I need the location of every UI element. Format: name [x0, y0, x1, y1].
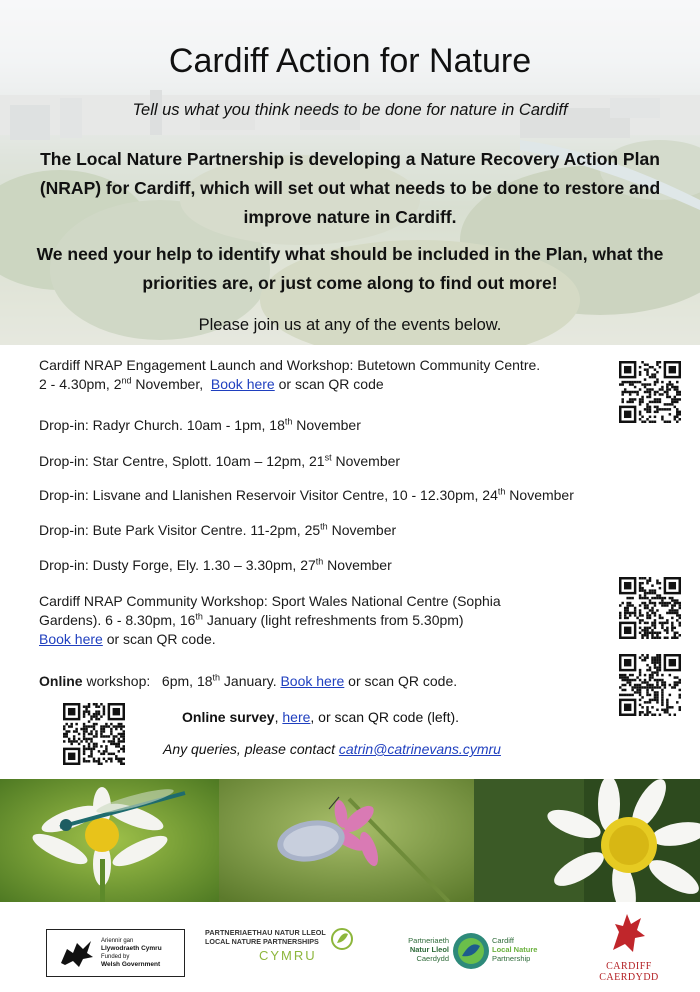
qr-code-survey[interactable]: [63, 703, 125, 765]
butterfly-photo: [219, 779, 474, 902]
online-book-link[interactable]: Book here: [280, 673, 345, 689]
nature-photo-strip: [0, 779, 700, 902]
event-launch-title: Cardiff NRAP Engagement Launch and Workshop: Butetown Community Centre.: [39, 357, 541, 373]
tagline: Tell us what you think needs to be done for nature in Cardiff: [132, 101, 568, 119]
queries-contact: Any queries, please contact catrin@catrinevans.cymru: [163, 741, 501, 757]
intro-paragraph: The Local Nature Partnership is developing a Nature Recovery Action Plan (NRAP) for Cardiff, which will set out what needs to be done to restore and improve nature in Cardiff.: [39, 149, 661, 227]
cardiff-local-nature-partnership-logo: Partneriaeth Natur Lleol Caerdydd Cardiff Local Nature Partnership: [391, 928, 561, 976]
event-community-workshop: Cardiff NRAP Community Workshop: Sport Wales National Centre (Sophia Gardens). 6 - 8.30pm, 16th January (light refreshments from 5.30pm) Book here or scan QR code.: [39, 593, 501, 647]
event-launch: [39, 356, 540, 394]
local-nature-partnerships-cymru-logo: PARTNERIAETHAU NATUR LLEOL LOCAL NATURE PARTNERSHIPS CYMRU: [205, 928, 355, 976]
hero-banner: [0, 0, 700, 345]
daisy-photo: [474, 779, 700, 902]
qr-code-community[interactable]: [619, 577, 681, 639]
online-survey: Online survey, here, or scan QR code (left).: [182, 709, 460, 725]
event-online-workshop: Online workshop: 6pm, 18th January. Book here or scan QR code.: [39, 672, 458, 689]
welsh-government-logo: Ariennir gan Llywodraeth Cymru Funded by Welsh Government: [46, 929, 185, 977]
contact-email-link[interactable]: catrin@catrinevans.cymru: [338, 741, 501, 757]
event-launch-time: 2 - 4.30pm, 2nd November, Book here or scan QR code: [39, 375, 384, 392]
globe-leaf-icon: [452, 932, 490, 970]
leaf-circle-icon: [331, 928, 353, 950]
drop-in-item: Drop-in: Radyr Church. 10am - 1pm, 18th November: [39, 416, 361, 433]
red-dragon-icon: [609, 910, 649, 956]
drop-in-item: Drop-in: Bute Park Visitor Centre. 11-2pm, 25th November: [39, 521, 397, 538]
qr-code-online[interactable]: [619, 654, 681, 716]
dragon-icon: [57, 935, 97, 971]
drop-in-item: Drop-in: Dusty Forge, Ely. 1.30 – 3.30pm, 27th November: [39, 556, 392, 573]
community-book-link[interactable]: Book here: [39, 631, 103, 647]
join-text: Please join us at any of the events below.: [198, 316, 502, 334]
cardiff-council-logo: CARDIFF CAERDYDD: [598, 910, 660, 988]
drop-in-item: Drop-in: Star Centre, Splott. 10am – 12pm, 21st November: [39, 452, 401, 469]
page-title: Cardiff Action for Nature: [168, 42, 532, 80]
partner-logos: [0, 902, 700, 992]
survey-link[interactable]: here: [282, 709, 311, 725]
launch-book-link[interactable]: Book here: [210, 376, 275, 392]
help-paragraph: We need your help to identify what should be included in the Plan, what the priorities are, or just come along to find out more!: [36, 244, 664, 293]
damselfly-photo: [0, 779, 219, 902]
qr-code-launch[interactable]: [619, 361, 681, 423]
drop-in-item: Drop-in: Lisvane and Llanishen Reservoir Visitor Centre, 10 - 12.30pm, 24th November: [39, 486, 574, 503]
